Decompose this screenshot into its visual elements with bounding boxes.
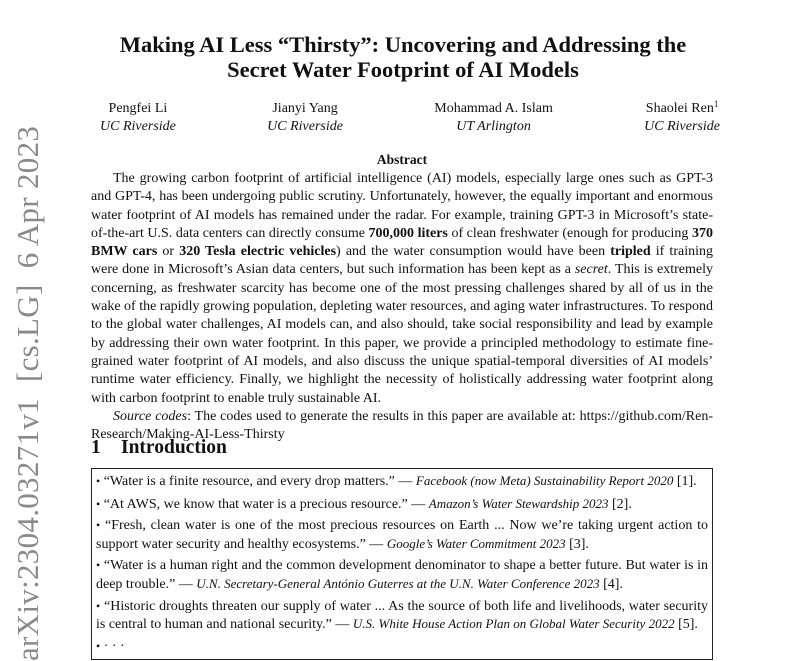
author-list bbox=[100, 100, 720, 136]
section-number: 1 bbox=[91, 437, 101, 458]
abstract-italic: secret bbox=[574, 262, 608, 278]
abstract-paragraph bbox=[91, 170, 713, 408]
quote-item bbox=[96, 598, 708, 634]
quote-item bbox=[96, 517, 708, 553]
abstract-emphasis: tripled bbox=[610, 244, 651, 260]
abstract-text: of clean freshwater (enough for producing bbox=[447, 225, 692, 241]
author bbox=[100, 100, 176, 136]
abstract-emphasis: 700,000 liters bbox=[368, 225, 448, 241]
ellipsis: · · · bbox=[103, 638, 125, 654]
author-affiliation: UT Arlington bbox=[456, 119, 531, 134]
abstract-text: ) and the water consumption would have been bbox=[336, 244, 611, 260]
quote-text: “At AWS, we know that water is a precious resource.” — bbox=[103, 496, 429, 512]
bullet-icon: • bbox=[96, 598, 101, 613]
quote-box bbox=[91, 468, 713, 660]
section-title: Introduction bbox=[121, 437, 227, 458]
abstract-text: The growing carbon footprint of artificial intelligence (AI) models, especially large ones such as GPT-3 and GPT-4, has been undergoing public scrutiny. Unfortunately, however, the equally important and enormous water footprint of AI models has remained under the radar. For example, training GPT-3 in Microsoft’s state-of-the-art U.S. data centers can directly consume bbox=[91, 171, 713, 241]
section-heading bbox=[91, 437, 227, 459]
author bbox=[434, 100, 553, 136]
quote-text: “Fresh, clean water is one of the most precious resources on Earth ... Now we’re taking urgent action to support water security and healthy ecosystems.” — bbox=[96, 518, 708, 552]
quote-source: U.S. White House Action Plan on Global Water Security 2022 bbox=[352, 616, 675, 632]
abstract-emphasis: 370 BMW cars bbox=[91, 225, 713, 260]
author bbox=[267, 100, 343, 136]
bullet-icon: • bbox=[96, 496, 101, 511]
author-name: Shaolei Ren bbox=[645, 101, 714, 116]
quote-source: Amazon’s Water Stewardship 2023 bbox=[428, 495, 609, 511]
quote-source: U.N. Secretary-General António Guterres at the U.N. Water Conference 2023 bbox=[196, 575, 600, 591]
abstract-text: or bbox=[157, 244, 180, 260]
author-name: Jianyi Yang bbox=[272, 101, 338, 116]
quote-item bbox=[96, 495, 708, 514]
author bbox=[644, 100, 720, 136]
arxiv-identifier-stamp: arXiv:2304.03271v1 [cs.LG] 6 Apr 2023 bbox=[10, 125, 45, 661]
footnote-marker[interactable]: 1 bbox=[713, 99, 719, 109]
author-affiliation: UC Riverside bbox=[100, 119, 176, 134]
citation-link[interactable]: [3]. bbox=[565, 536, 589, 552]
quote-source: Google’s Water Commitment 2023 bbox=[386, 535, 566, 551]
quote-text: “Water is a human right and the common development denominator to shape a better future. But water is in deep trouble.” — bbox=[96, 558, 708, 592]
title-line-2: Secret Water Footprint of AI Models bbox=[227, 57, 579, 82]
bullet-icon: • bbox=[96, 558, 101, 573]
abstract-emphasis: 320 Tesla electric vehicles bbox=[179, 244, 337, 260]
abstract-body bbox=[91, 170, 713, 444]
quote-source: Facebook (now Meta) Sustainability Report 2020 bbox=[415, 473, 674, 488]
abstract-heading: Abstract bbox=[376, 152, 428, 167]
quote-item-ellipsis bbox=[96, 638, 708, 656]
citation-link[interactable]: [4]. bbox=[599, 576, 623, 592]
quote-item bbox=[96, 472, 708, 491]
quote-text: “Water is a finite resource, and every drop matters.” — bbox=[103, 474, 416, 489]
author-affiliation: UC Riverside bbox=[644, 119, 720, 134]
quote-text: “Historic droughts threaten our supply of water ... As the source of both life and livelihoods, water security is central to human and national security.” — bbox=[96, 598, 708, 633]
quote-item bbox=[96, 557, 708, 593]
citation-link[interactable]: [2]. bbox=[608, 496, 632, 512]
title-line-1: Making AI Less “Thirsty”: Uncovering and Addressing the bbox=[119, 32, 687, 57]
abstract-text: if training were done in Microsoft’s Asian data centers, but such information has been kept as a bbox=[91, 244, 713, 278]
paper-title bbox=[70, 32, 736, 82]
source-codes-label: Source codes bbox=[113, 408, 188, 424]
author-affiliation: UC Riverside bbox=[267, 119, 343, 134]
citation-link[interactable]: [1]. bbox=[673, 474, 697, 489]
bullet-icon: • bbox=[96, 638, 101, 653]
author-name: Pengfei Li bbox=[108, 101, 168, 116]
source-codes-link[interactable]: : The codes used to generate the results in this paper are available at: https://github.com/Ren-Research/Making-AI-Less-Thirsty bbox=[91, 408, 713, 443]
author-name: Mohammad A. Islam bbox=[434, 101, 553, 116]
abstract-text: . This is extremely concerning, as freshwater scarcity has become one of the most pressing challenges shared by all of us in the wake of the rapidly growing population, depleting water resources, and aging water infrastructures. To respond to the global water challenges, AI models can, and also should, take social responsibility and lead by example by addressing their own water footprint. In this paper, we provide a principled methodology to estimate fine-grained water footprint of AI models, and also discuss the unique spatial-temporal diversities of AI models’ runtime water efficiency. Finally, we highlight the necessity of holistically addressing water footprint along with carbon footprint to enable truly sustainable AI. bbox=[91, 262, 713, 406]
bullet-icon: • bbox=[96, 474, 101, 488]
citation-link[interactable]: [5]. bbox=[674, 617, 698, 633]
bullet-icon: • bbox=[96, 518, 101, 533]
